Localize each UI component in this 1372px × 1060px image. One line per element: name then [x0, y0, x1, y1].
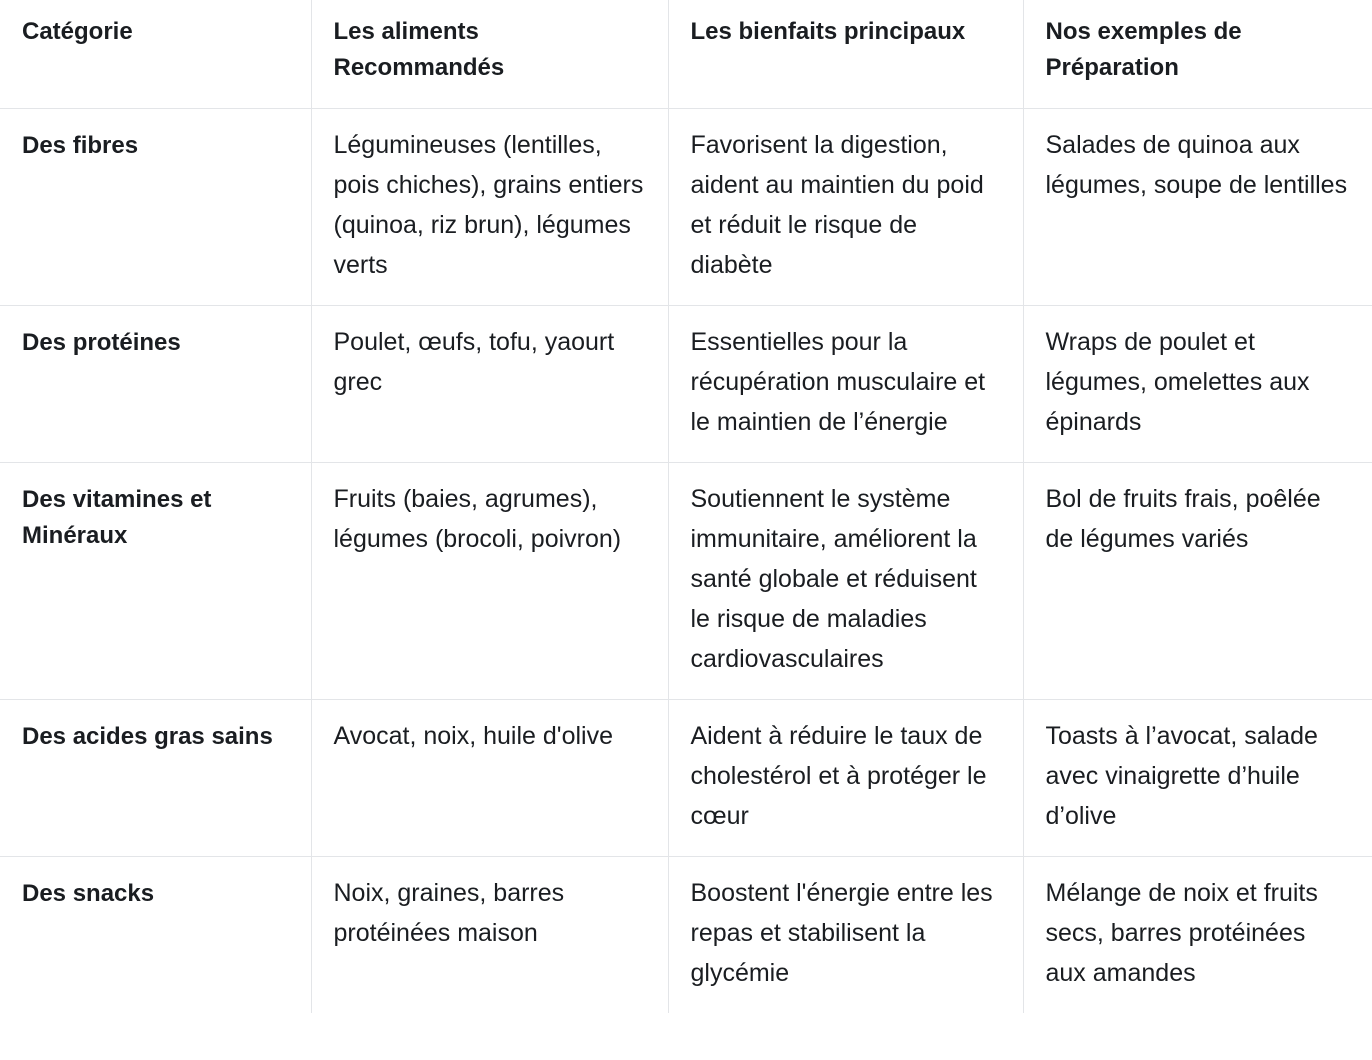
table-body	[0, 109, 1372, 1014]
cell-foods: Légumineuses (lentilles, pois chiches), grains entiers (quinoa, riz brun), légumes verts	[311, 109, 668, 306]
cell-preparation: Wraps de poulet et légumes, omelettes aux épinards	[1023, 306, 1372, 463]
table-header-row	[0, 0, 1372, 109]
cell-benefits: Soutiennent le système immunitaire, améliorent la santé globale et réduisent le risque de maladies cardiovasculaires	[668, 463, 1023, 700]
cell-preparation: Toasts à l’avocat, salade avec vinaigrette d’huile d’olive	[1023, 700, 1372, 857]
cell-preparation: Bol de fruits frais, poêlée de légumes variés	[1023, 463, 1372, 700]
column-header-category: Catégorie	[0, 0, 311, 109]
cell-benefits: Boostent l'énergie entre les repas et stabilisent la glycémie	[668, 857, 1023, 1014]
cell-foods: Avocat, noix, huile d'olive	[311, 700, 668, 857]
table-row	[0, 109, 1372, 306]
cell-foods: Fruits (baies, agrumes), légumes (brocoli, poivron)	[311, 463, 668, 700]
cell-foods: Poulet, œufs, tofu, yaourt grec	[311, 306, 668, 463]
table-row	[0, 463, 1372, 700]
cell-category: Des snacks	[0, 857, 311, 1014]
cell-preparation: Salades de quinoa aux légumes, soupe de lentilles	[1023, 109, 1372, 306]
table-row	[0, 857, 1372, 1014]
cell-category: Des acides gras sains	[0, 700, 311, 857]
cell-benefits: Favorisent la digestion, aident au maintien du poid et réduit le risque de diabète	[668, 109, 1023, 306]
cell-category: Des protéines	[0, 306, 311, 463]
cell-benefits: Essentielles pour la récupération musculaire et le maintien de l’énergie	[668, 306, 1023, 463]
table-row	[0, 700, 1372, 857]
cell-foods: Noix, graines, barres protéinées maison	[311, 857, 668, 1014]
column-header-foods: Les aliments Recommandés	[311, 0, 668, 109]
table-row	[0, 306, 1372, 463]
column-header-benefits: Les bienfaits principaux	[668, 0, 1023, 109]
cell-category: Des vitamines et Minéraux	[0, 463, 311, 700]
cell-category: Des fibres	[0, 109, 311, 306]
table-header	[0, 0, 1372, 109]
cell-benefits: Aident à réduire le taux de cholestérol et à protéger le cœur	[668, 700, 1023, 857]
cell-preparation: Mélange de noix et fruits secs, barres protéinées aux amandes	[1045, 879, 1318, 987]
column-header-preparation: Nos exemples de Préparation	[1023, 0, 1372, 109]
